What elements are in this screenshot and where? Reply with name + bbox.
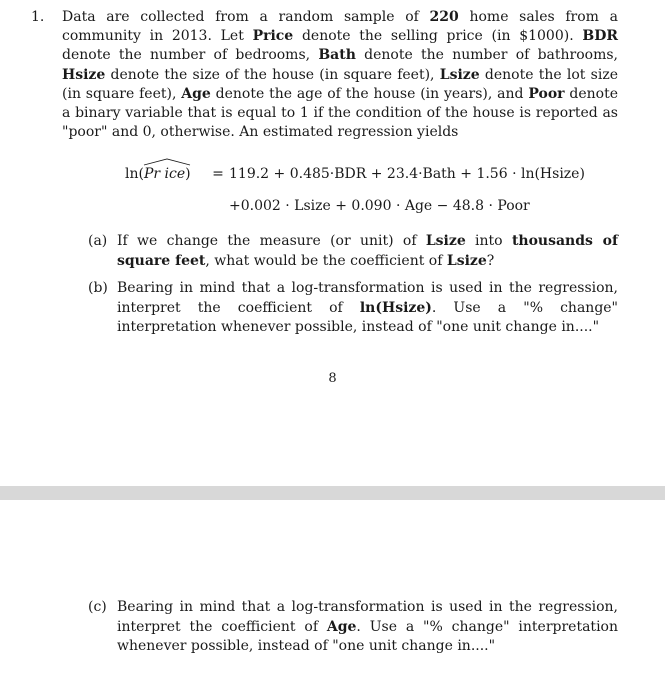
part-c-text [117, 599, 618, 654]
question-parts [88, 232, 618, 346]
text-run: denote the lot size (in square feet), [62, 66, 618, 102]
part-a-label: (a) [88, 233, 108, 249]
bold-term: Lsize [446, 252, 487, 269]
text-run: denote the age of the house (in years), and [210, 85, 529, 102]
lhs-ln: ln( [125, 166, 144, 182]
part-b-text [117, 280, 618, 335]
text-run: ? [486, 252, 495, 269]
page-break-divider [0, 486, 665, 500]
text-run: denote the size of the house (in square feet), [105, 66, 440, 83]
text-run: . Use a "% change" interpretation whenever possible, instead of "one unit change in...." [117, 618, 618, 654]
part-c-label: (c) [88, 599, 107, 615]
equation-rhs-line-1: 119.2 + 0.485·BDR + 23.4·Bath + 1.56 · ln(Hsize) [229, 166, 585, 182]
text-run: If we change the measure (or unit) of [117, 233, 426, 249]
equation-line-1 [125, 164, 585, 196]
bold-term: 220 [429, 9, 459, 25]
bold-term: Age [181, 85, 211, 102]
text-run: denote the number of bathrooms, [355, 47, 618, 64]
part-a-text [117, 233, 618, 269]
lhs-variable: Pr ice [143, 166, 186, 182]
text-run: , what would be the coefficient of [205, 252, 447, 269]
bold-term: ln(Hsize) [359, 299, 432, 316]
bold-term: Bath [318, 47, 356, 64]
equation-lhs [125, 164, 207, 184]
text-run: Bearing in mind that a log-transformation is used in the regression, interpret the coefficient of [117, 599, 618, 635]
bold-term: Lsize [439, 66, 480, 83]
regression-equation [125, 164, 585, 228]
equation-line-2 [125, 196, 585, 228]
hat-accent [143, 158, 191, 166]
page-number: 8 [328, 371, 337, 386]
part-b-label: (b) [88, 280, 108, 296]
text-run: Data are collected from a random sample of [62, 9, 430, 25]
problem-statement [31, 8, 618, 142]
bold-term: BDR [582, 28, 618, 45]
bold-term: thousands of square feet [117, 233, 619, 269]
text-run: denote a binary variable that is equal to 1 if the condition of the house is reported as "poor" and 0, otherwise. An estimated regression yields [62, 85, 618, 141]
text-run: denote the selling price (in $1000). [293, 28, 583, 45]
bold-term: Age [326, 618, 357, 635]
text-run: . Use a "% change" interpretation whenever possible, instead of "one unit change in...." [117, 299, 618, 335]
bold-term: Price [252, 28, 294, 45]
part-b [88, 279, 618, 338]
bold-term: Lsize [425, 233, 466, 249]
equation-rhs-line-2: +0.002 · Lsize + 0.090 · Age − 48.8 · Poor [229, 198, 530, 214]
equals-sign: = [212, 166, 224, 182]
problem-number: 1. [31, 9, 45, 25]
text-run: denote the number of bedrooms, [62, 47, 319, 64]
bold-term: Poor [528, 85, 565, 102]
text-run: Bearing in mind that a log-transformation is used in the regression, interpret the coefficient of [117, 280, 618, 316]
bold-term: Hsize [62, 66, 106, 83]
text-run: into [465, 233, 512, 249]
text-run: home sales from a community in 2013. Let [62, 9, 618, 45]
problem-intro [62, 9, 618, 140]
part-c [88, 598, 618, 657]
lhs-close: ) [185, 166, 191, 182]
part-a [88, 232, 618, 271]
